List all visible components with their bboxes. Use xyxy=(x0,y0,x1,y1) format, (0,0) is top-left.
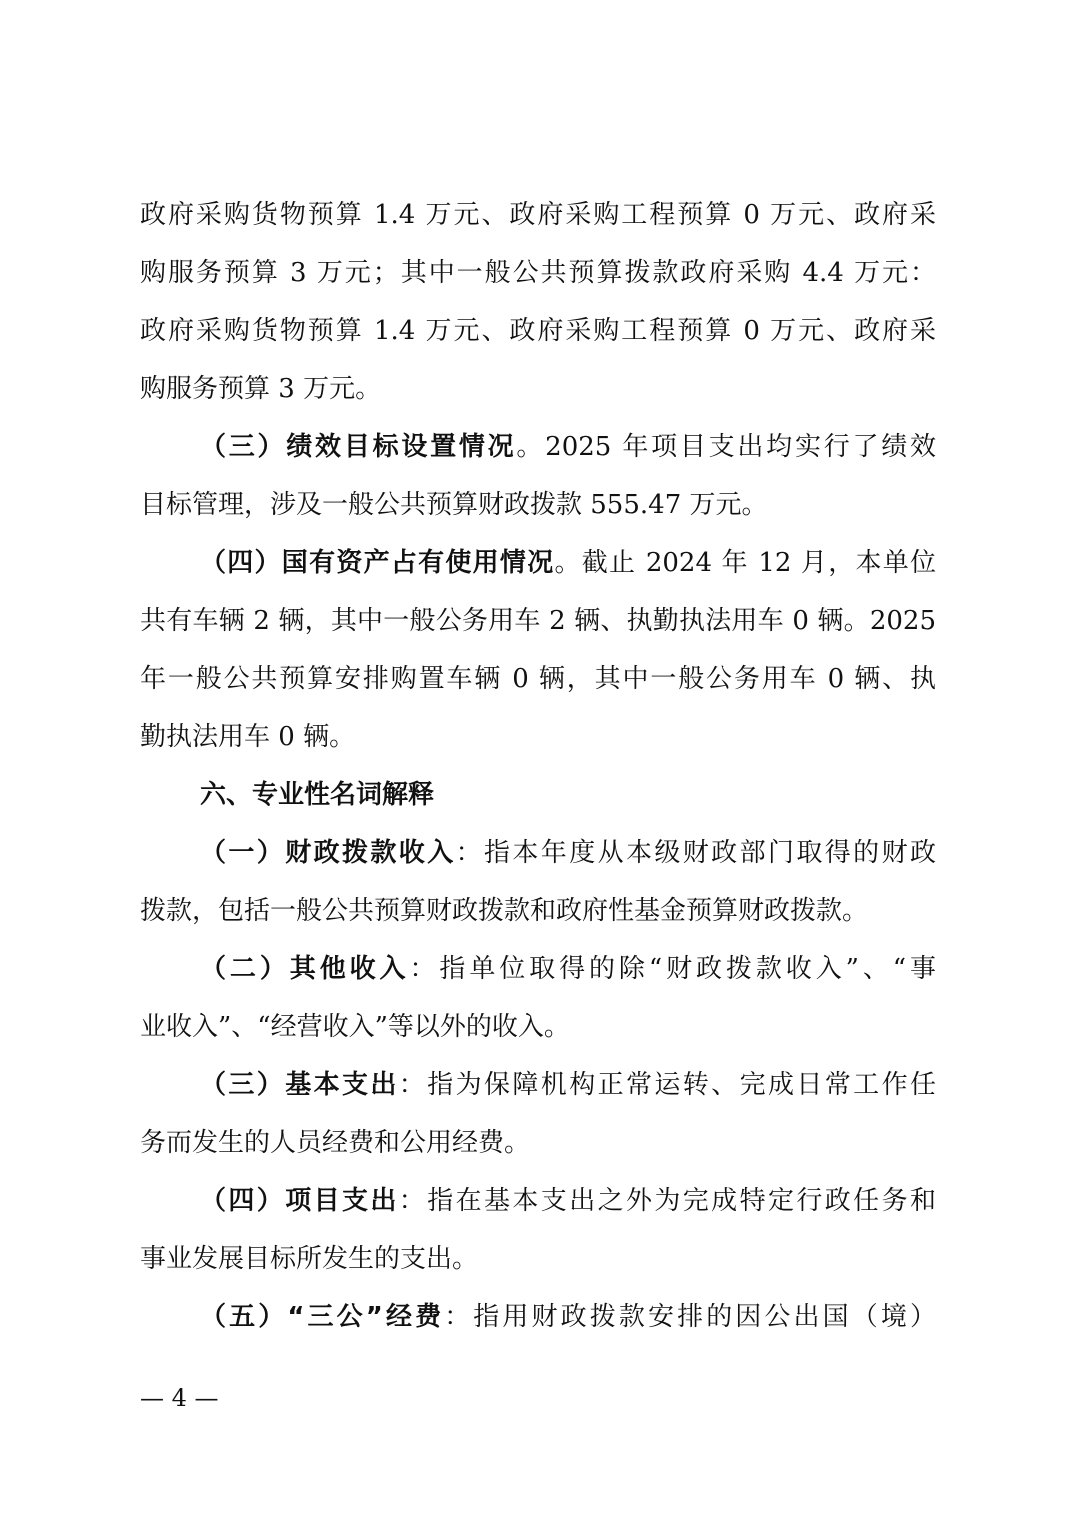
text-line: 政府采购货物预算 1.4 万元、政府采购工程预算 0 万元、政府采 xyxy=(140,200,936,230)
text-line: 政府采购货物预算 1.4 万元、政府采购工程预算 0 万元、政府采 xyxy=(140,316,936,346)
term-basic-expenditure xyxy=(140,1056,936,1114)
term-text: ：指在基本支出之外为完成特定行政任务和 xyxy=(398,1186,936,1216)
paragraph-label: （四）国有资产占有使用情况 xyxy=(200,548,555,578)
term-other-income xyxy=(140,940,936,998)
section-heading: 六、专业性名词解释 xyxy=(200,780,435,810)
page-number: — 4 — xyxy=(140,1384,219,1412)
term-project-expenditure xyxy=(140,1172,936,1230)
term-text: ：指本年度从本级财政部门取得的财政 xyxy=(455,838,936,868)
text-line: 年一般公共预算安排购置车辆 0 辆，其中一般公务用车 0 辆、执 xyxy=(140,664,936,694)
text-line: 拨款，包括一般公共预算财政拨款和政府性基金预算财政拨款。 xyxy=(140,896,869,926)
term-fiscal-appropriation-income xyxy=(140,824,936,882)
text-line: 目标管理，涉及一般公共预算财政拨款 555.47 万元。 xyxy=(140,490,768,520)
term-text: ：指单位取得的除“财政拨款收入”、“事 xyxy=(409,954,936,984)
term-three-public-expenses xyxy=(140,1288,936,1346)
paragraph-label: （三）绩效目标设置情况 xyxy=(200,432,517,462)
term-label: （五）“三公”经费 xyxy=(200,1302,445,1332)
text-line: 勤执法用车 0 辆。 xyxy=(140,722,356,752)
term-label: （四）项目支出 xyxy=(200,1186,399,1216)
paragraph-state-assets xyxy=(140,534,936,592)
paragraph-text: 。2025 年项目支出均实行了绩效 xyxy=(516,432,936,462)
text-line: 事业发展目标所发生的支出。 xyxy=(140,1244,479,1274)
text-line: 务而发生的人员经费和公用经费。 xyxy=(140,1128,531,1158)
term-label: （二）其他收入 xyxy=(200,954,410,984)
body-text xyxy=(140,186,936,1346)
paragraph-performance-goals xyxy=(140,418,936,476)
term-text: ：指用财政拨款安排的因公出国（境） xyxy=(444,1302,936,1332)
text-line: 购服务预算 3 万元。 xyxy=(140,374,382,404)
term-label: （三）基本支出 xyxy=(200,1070,399,1100)
text-line: 购服务预算 3 万元；其中一般公共预算拨款政府采购 4.4 万元： xyxy=(140,258,936,288)
term-text: ：指为保障机构正常运转、完成日常工作任 xyxy=(398,1070,936,1100)
text-line: 共有车辆 2 辆，其中一般公务用车 2 辆、执勤执法用车 0 辆。2025 xyxy=(140,606,936,636)
text-line: 业收入”、“经营收入”等以外的收入。 xyxy=(140,1012,570,1042)
term-label: （一）财政拨款收入 xyxy=(200,838,456,868)
paragraph-text: 。截止 2024 年 12 月，本单位 xyxy=(554,548,936,578)
